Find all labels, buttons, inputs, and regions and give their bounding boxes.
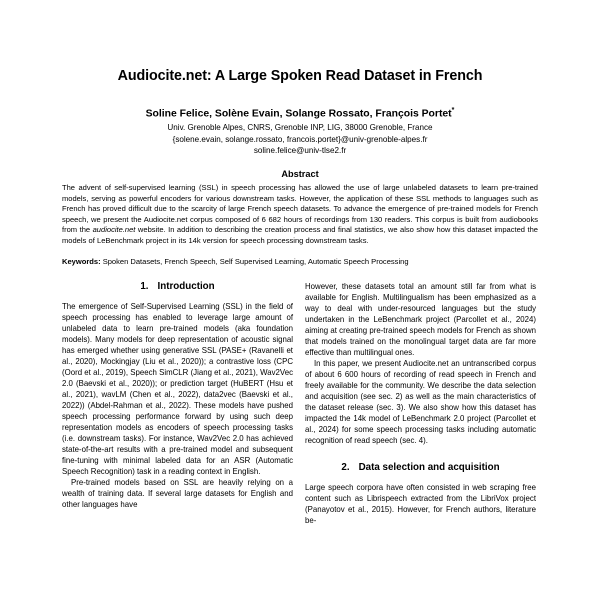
page-title: Audiocite.net: A Large Spoken Read Dataset in French [117,68,483,84]
paragraph: In this paper, we present Audiocite.net an untranscribed corpus of about 6 600 hours of recording of read speech in French and freely available for the community. We describe the data selection and acquisition (see sec. 2) as well as the main characteristics of the dataset release (sec. 3). We also show how this dataset has impacted the 14k model of LeBenchmark 2.0 project (Parcollet et al., 2024) for some speech processing tasks including automatic recognition of read speech (sec. 4). [305,358,536,446]
paragraph: The emergence of Self-Supervised Learning (SSL) in the field of speech processing has enabled to leverage large amount of unlabeled data to learn pre-trained models (aka foundation models). Many models for deep representation of acoustic signal has emerged whether using generative SSL (PASE+ (Ravanelli et al., 2020), Mockingjay (Liu et al., 2020)); a contrastive loss (CPC (Oord et al., 2019), Speech SimCLR (Jiang et al., 2021), Wav2Vec 2.0 (Baevski et al., 2020)); or prediction target (HuBERT (Hsu et al., 2021), wavLM (Chen et al., 2022), data2vec (Baevski et al., 2022)) (Abdel-Rahman et al., 2022). These models have pushed speech processing performance forward by using such deep representation models as encoders of speech processing tasks (i.e. downstream tasks). For instance, Wav2Vec 2.0 has achieved state-of-the-art results with a pre-trained model and subsequent fine-tuning with minimal labeled data for an ASR (Automatic Speech Recognition) task in a reading context in English. [62,301,293,477]
section-number-data-selection: 2. [341,462,350,474]
abstract-heading: Abstract [281,169,319,180]
abstract-text-part1: The advent of self-supervised learning (SSL) in speech processing has allowed the use of large unlabeled datasets to learn pre-trained models, serving as powerful encoders for various downstream tasks. However, the application of these SSL methods to languages such as French has proved difficult due to the scarcity of large French speech datasets. To advance the emergence of pre-trained models for French speech, we present the Audiocite.net corpus composed of 6 682 hours of recordings from 130 readers. This corpus is built from audiobooks from the [62,183,538,235]
author-names: Soline Felice, Solène Evain, Solange Rossato, François Portet [145,108,452,120]
paragraph: However, these datasets total an amount still far from what is available for English. Multilingualism has been emphasized as a way to deal with under-resourced languages but the study undertaken in the LeBenchmark project (Parcollet et al., 2024) aiming at creating pre-trained speech models for French as shown that models trained on the monolingual target data are far more effective than multilingual ones. [305,281,536,357]
affiliation-block [62,119,538,156]
left-column [62,281,293,526]
keywords-line [62,246,538,268]
section-heading-data-selection [305,446,536,482]
affiliation-email-single: soline.felice@univ-tlse2.fr [253,145,347,155]
affiliation-institution: Univ. Grenoble Alpes, CNRS, Grenoble INP, LIG, 38000 Grenoble, France [167,123,433,133]
section-title-data-selection: Data selection and acquisition [358,462,500,474]
keywords-label: Keywords: [62,257,101,267]
section-number-introduction: 1. [140,280,149,292]
abstract-text [62,179,538,246]
section-title-introduction: Introduction [157,280,215,292]
keywords-value: Spoken Datasets, French Speech, Self Supervised Learning, Automatic Speech Processing [100,257,409,267]
abstract-site-name: audiocite.net [92,225,136,235]
right-column [305,281,536,526]
two-column-body [62,268,538,526]
paragraph: Pre-trained models based on SSL are heavily relying on a wealth of training data. If several large datasets for English and other languages have [62,478,293,510]
author-list [62,84,538,119]
abstract-text-part2: website. In addition to describing the creation process and final statistics, we also show how this dataset impacted the models of LeBenchmark project in its 14k version for speech processing downstream tasks. [62,225,538,245]
affiliation-email-group: {solene.evain, solange.rossato, francois.portet}@univ-grenoble-alpes.fr [172,134,428,144]
paragraph: Large speech corpora have often consisted in web scraping free content such as Librispeech extracted from the LibriVox project (Panayotov et al., 2015). However, for French authors, literature be- [305,483,536,526]
section-heading-introduction [62,281,293,301]
author-footnote-marker: * [451,107,455,114]
